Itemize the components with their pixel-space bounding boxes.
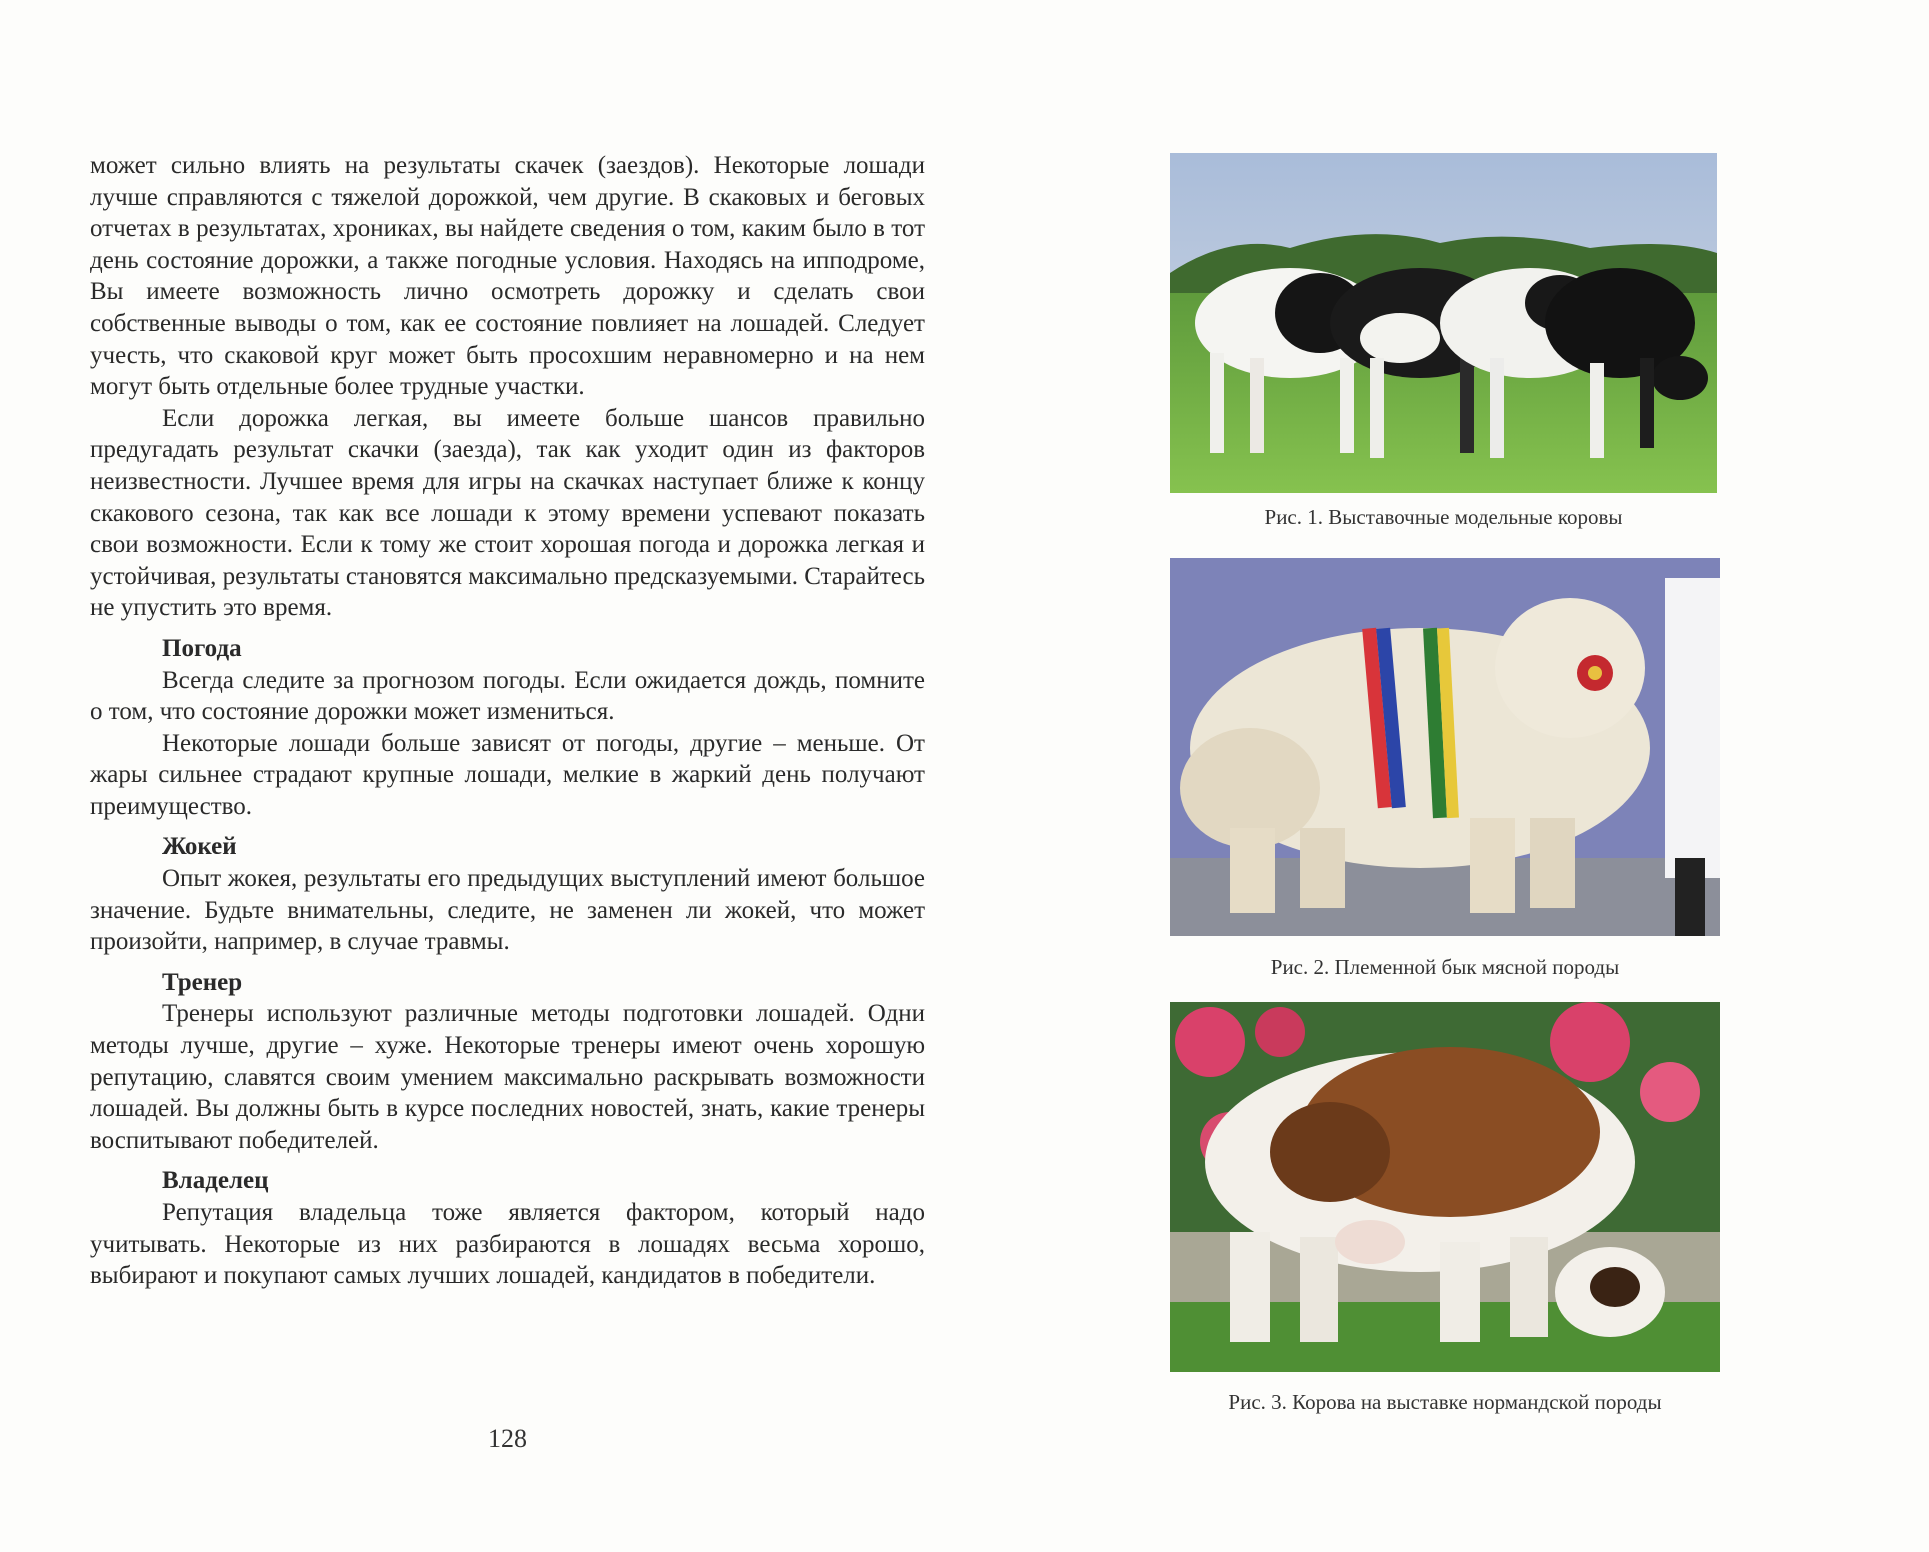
figure-2-caption: Рис. 2. Племенной бык мясной породы [1270, 955, 1620, 979]
page-number: 128 [488, 1424, 527, 1453]
paragraph: может сильно влиять на результаты скачек (заездов). Некоторые лошади лучше справляются с тяжелой дорожкой, чем другие. В скаковых и беговых отчетах в результатах, хрониках, вы найдете сведения о том, каким было в тот день состояние дорожки, а также погодные условия. Находясь на ипподроме, Вы имеете возможность лично осмотреть дорожку и сделать свои собственные выводы о том, как ее состояние повлияет на лошадей. Следует учесть, что скаковой круг может быть просохшим неравномерно и на нем могут быть отдельные более трудные участки. [90, 152, 925, 401]
paragraph: Репутация владельца тоже является фактором, который надо учитывать. Некоторые из них разбираются в лошадях весьма хорошо, выбирают и покупают самых лучших лошадей, кандидатов в победители. [90, 1199, 925, 1290]
paragraph: Тренеры используют различные методы подготовки лошадей. Одни методы лучше, другие – хуже. Некоторые тренеры имеют очень хорошую репутацию, славятся своим умением максимально раскрывать возможности лошадей. Вы должны быть в курсе последних новостей, знать, какие тренеры воспитывают победителей. [90, 1000, 925, 1154]
figure-3 [1170, 1002, 1720, 1414]
left-page-text [90, 150, 925, 1292]
section-heading-owner: Владелец [162, 1167, 269, 1195]
figure-1-caption: Рис. 1. Выставочные модельные коровы [1264, 505, 1623, 529]
paragraph: Всегда следите за прогнозом погоды. Если ожидается дождь, помните о том, что состояние дорожки может измениться. [90, 666, 925, 726]
section-heading-jockey: Жокей [162, 833, 237, 861]
paragraph: Опыт жокея, результаты его предыдущих выступлений имеют большое значение. Будьте внимательны, следите, не заменен ли жокей, что может произойти, например, в случае травмы. [90, 865, 925, 956]
paragraph: Если дорожка легкая, вы имеете больше шансов правильно предугадать результат скачки (заезда), так как уходит один из факторов неизвестности. Лучшее время для игры на скачках наступает ближе к концу скакового сезона, так как все лошади к этому времени успевают показать свои возможности. Если к тому же стоит хорошая погода и дорожка легкая и устойчивая, результаты становятся максимально предсказуемыми. Старайтесь не упустить это время. [90, 404, 925, 622]
figure-2 [1170, 558, 1720, 979]
section-heading-weather: Погода [162, 634, 242, 662]
photo-normande-cow [1170, 1002, 1720, 1372]
section-heading-trainer: Тренер [162, 968, 243, 996]
photo-holstein-cows [1170, 153, 1717, 493]
figure-1 [1170, 153, 1717, 529]
figure-3-caption: Рис. 3. Корова на выставке нормандской породы [1228, 1390, 1662, 1414]
paragraph: Некоторые лошади больше зависят от погоды, другие – меньше. От жары сильнее страдают крупные лошади, мелкие в жаркий день получают преимущество. [90, 729, 925, 820]
photo-beef-bull [1170, 558, 1720, 936]
